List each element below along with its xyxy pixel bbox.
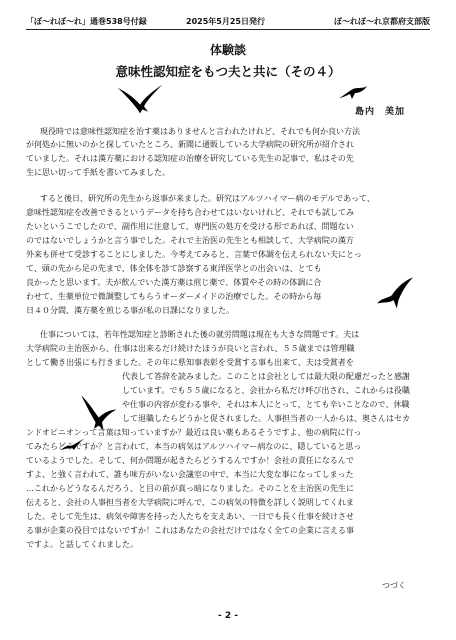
body-line: ていました。それは漢方薬における認知症の治療を研究している先生の記事で、私はその先 bbox=[26, 154, 354, 163]
body-line: が何処かに無いのかと探していたところ、新聞に通販している大学病院の研究所が紹介され bbox=[26, 140, 354, 149]
page-number: - 2 - bbox=[218, 611, 238, 621]
body-line: しています。でも５５歳になると、会社から私だけ呼び出され、これからは役職 bbox=[122, 386, 410, 395]
body-line: 仕事については、若年性認知症と診断された後の就労問題は現在も大きな問題です。夫は bbox=[40, 330, 360, 339]
body-line: わせて、生薬単位で微調整してもらうオーダーメイドの治療でした。その時から毎 bbox=[26, 292, 322, 301]
body-line: のではないでしょうかと言う事でした。それで主治医の先生とも相談して、大学病院の漢方 bbox=[26, 236, 354, 245]
header-date: 2025年5月25日発行 bbox=[186, 17, 265, 26]
swallow-icon bbox=[375, 274, 417, 310]
body-line: や仕事の内容が変わる事や、それは本人にとって、とても辛いことなので、休職 bbox=[122, 400, 410, 409]
article-title: 意味性認知症をもつ夫と共に（その４） bbox=[115, 64, 341, 79]
body-line: たいというこでしたので、副作用に注意して、専門医の処方を受ける形であれば、問題ない bbox=[26, 222, 354, 231]
swallow-icon bbox=[116, 82, 164, 116]
header-chapter: ぽ～れぽ～れ京都府支部版 bbox=[334, 17, 430, 26]
continued-label: つづく bbox=[382, 581, 406, 590]
body-line: て、頭の先から足の先まで、体全体を診て診察する東洋医学との出会いは、とても bbox=[26, 264, 322, 273]
swallow-icon bbox=[78, 392, 118, 432]
body-line: ているようでした。そして、何か問題が起きたらどうするんですか！会社の責任になるんで bbox=[26, 456, 354, 465]
swallow-icon bbox=[338, 84, 368, 100]
body-line: 良かったと思います。夫が飲んでいた漢方薬は煎じ薬で、体質やその時の体調に合 bbox=[26, 278, 322, 287]
body-line: てみたらどうですか？と言われて、本当の病気はアルツハイマー病なのに、隠していると思っ bbox=[26, 442, 362, 451]
article-category: 体験談 bbox=[209, 43, 246, 57]
body-line: 現役時では意味性認知症を治す薬はありませんと言われたけれど、それでも何か良い方法 bbox=[40, 127, 360, 136]
body-line: ですよ。と話してくれました。 bbox=[26, 540, 138, 549]
body-line: る事が企業の役目ではないですか！これはあなたの会社だけではなく全ての企業に言える事 bbox=[26, 526, 354, 535]
newsletter-header bbox=[26, 16, 430, 30]
body-line: して退職したらどうかと促されました。人事担当者の一人からは、奥さんはセカ bbox=[122, 414, 410, 423]
body-line: 伝えると、会社の人事担当者を大学病院に呼んで、この病気の特徴を詳しく説明してくれま bbox=[26, 498, 354, 507]
body-line: すると後日、研究所の先生から返事が来ました。研究はアルツハイマー病のモデルであって、 bbox=[40, 194, 375, 203]
body-line: として働き出張にも行きました。その年に県知事表彰を受賞する事も出来て、夫は受賞者を bbox=[26, 358, 354, 367]
body-line: 外来も併せて受診することにしました。今考えてみると、言葉で体調を伝えられない夫にとっ bbox=[26, 250, 362, 259]
body-line: 代表して答辞を読みました。このことは会社としては最大限の配慮だったと感謝 bbox=[122, 372, 410, 381]
body-line: すよ、と強く言われて、誰も味方がいない会議室の中で、本当に大変な事になってしまった bbox=[26, 470, 354, 479]
author-name: 島内 美加 bbox=[355, 107, 406, 117]
header-rule bbox=[26, 29, 430, 30]
body-line: した。そして先生は、病気や障害を持った人たちを支えあい、一日でも長く仕事を続けさせ bbox=[26, 512, 354, 521]
body-line: 日４０分間、漢方薬を煎じる事が私の日課になりました。 bbox=[26, 306, 234, 315]
body-line: 生に思い切って手紙を書いてみました。 bbox=[26, 168, 170, 177]
body-line: 意味性認知症を改善できるというデータを持ち合わせてはいないけれど、それでも試してみ bbox=[26, 208, 354, 217]
header-issue: 「ぽ～れぽ～れ」通巻538号付録 bbox=[26, 17, 147, 26]
body-line: 大学病院の主治医から、仕事は出来るだけ続けたほうが良いと言われ、５５歳までは管理職 bbox=[26, 344, 355, 353]
body-line: …これからどうなるんだろう、と目の前が真っ暗になりました。そのことを主治医の先生に bbox=[26, 484, 354, 493]
body-line: ンドオピニオンって言葉は知っていますか？最近は良い薬もあるそうですよ、他の病院に行っ bbox=[26, 428, 362, 437]
